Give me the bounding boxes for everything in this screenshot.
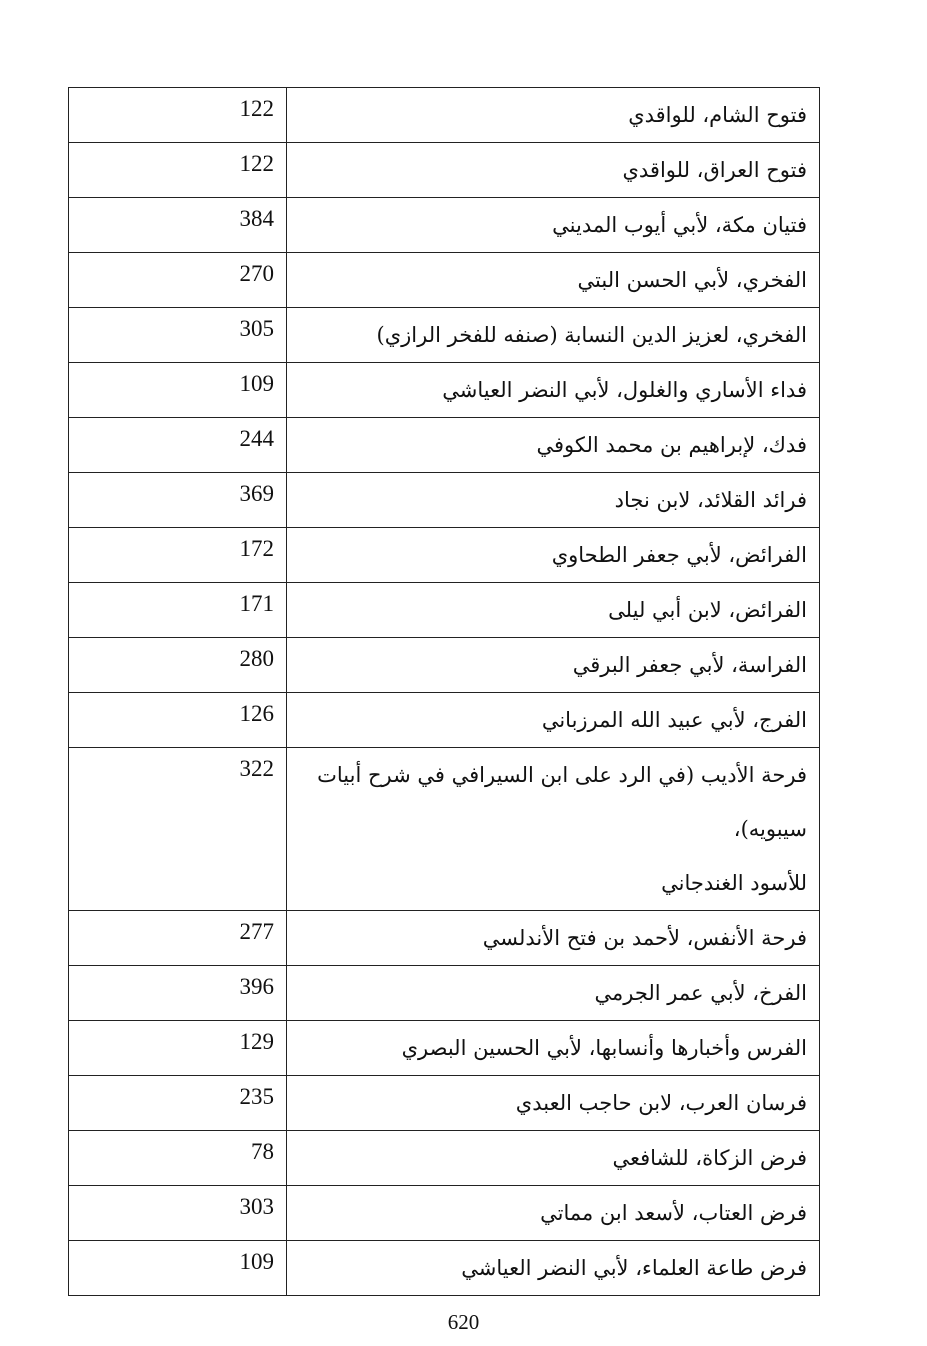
book-title-line: فرحة الأديب (في الرد على ابن السيرافي في شرح أبيات سيبويه)، <box>317 763 807 841</box>
page-ref: 384 <box>69 198 287 253</box>
table-row <box>69 583 820 638</box>
table-row <box>69 363 820 418</box>
page-ref: 270 <box>69 253 287 308</box>
table-row <box>69 418 820 473</box>
table-row <box>69 528 820 583</box>
table-row <box>69 198 820 253</box>
index-table-body <box>69 88 820 1296</box>
page-ref: 369 <box>69 473 287 528</box>
page-ref: 126 <box>69 693 287 748</box>
book-title: فرض الزكاة، للشافعي <box>287 1131 820 1186</box>
page-ref: 78 <box>69 1131 287 1186</box>
page-ref: 171 <box>69 583 287 638</box>
book-title: فتوح العراق، للواقدي <box>287 143 820 198</box>
book-title: الفراسة، لأبي جعفر البرقي <box>287 638 820 693</box>
book-title-line: للأسود الغندجاني <box>661 871 807 895</box>
page-ref: 303 <box>69 1186 287 1241</box>
book-title: فتوح الشام، للواقدي <box>287 88 820 143</box>
book-title: فتيان مكة، لأبي أيوب المديني <box>287 198 820 253</box>
table-row <box>69 253 820 308</box>
page-ref: 280 <box>69 638 287 693</box>
book-title: فداء الأساري والغلول، لأبي النضر العياشي <box>287 363 820 418</box>
table-row <box>69 143 820 198</box>
page-ref: 396 <box>69 966 287 1021</box>
book-title: الفرس وأخبارها وأنسابها، لأبي الحسين البصري <box>287 1021 820 1076</box>
book-title: فرض العتاب، لأسعد ابن مماتي <box>287 1186 820 1241</box>
page-ref: 277 <box>69 911 287 966</box>
page-number: 620 <box>447 1310 480 1334</box>
page-ref: 109 <box>69 363 287 418</box>
book-title: فرض طاعة العلماء، لأبي النضر العياشي <box>287 1241 820 1296</box>
book-title: فرائد القلائد، لابن نجاد <box>287 473 820 528</box>
page-ref: 322 <box>69 748 287 911</box>
page-ref: 305 <box>69 308 287 363</box>
page-ref: 235 <box>69 1076 287 1131</box>
table-row <box>69 88 820 143</box>
table-row <box>69 473 820 528</box>
table-row <box>69 1241 820 1296</box>
book-title: الفرخ، لأبي عمر الجرمي <box>287 966 820 1021</box>
page-ref: 129 <box>69 1021 287 1076</box>
page-ref: 122 <box>69 143 287 198</box>
table-row <box>69 911 820 966</box>
book-title: فرسان العرب، لابن حاجب العبدي <box>287 1076 820 1131</box>
book-title: الفرائض، لابن أبي ليلى <box>287 583 820 638</box>
table-row <box>69 638 820 693</box>
book-title: الفرائض، لأبي جعفر الطحاوي <box>287 528 820 583</box>
table-row <box>69 1186 820 1241</box>
table-row <box>69 966 820 1021</box>
page-ref: 109 <box>69 1241 287 1296</box>
table-row <box>69 1076 820 1131</box>
index-table <box>68 87 820 1296</box>
table-row <box>69 748 820 911</box>
book-title: الفرج، لأبي عبيد الله المرزباني <box>287 693 820 748</box>
page-ref: 244 <box>69 418 287 473</box>
book-title: فرحة الأنفس، لأحمد بن فتح الأندلسي <box>287 911 820 966</box>
table-row <box>69 1131 820 1186</box>
table-row <box>69 308 820 363</box>
book-title: الفخري، لأبي الحسن البتي <box>287 253 820 308</box>
book-title: فدك، لإبراهيم بن محمد الكوفي <box>287 418 820 473</box>
book-title <box>287 748 820 911</box>
page-ref: 122 <box>69 88 287 143</box>
book-title: الفخري، لعزيز الدين النسابة (صنفه للفخر الرازي) <box>287 308 820 363</box>
table-row <box>69 1021 820 1076</box>
table-row <box>69 693 820 748</box>
page-ref: 172 <box>69 528 287 583</box>
